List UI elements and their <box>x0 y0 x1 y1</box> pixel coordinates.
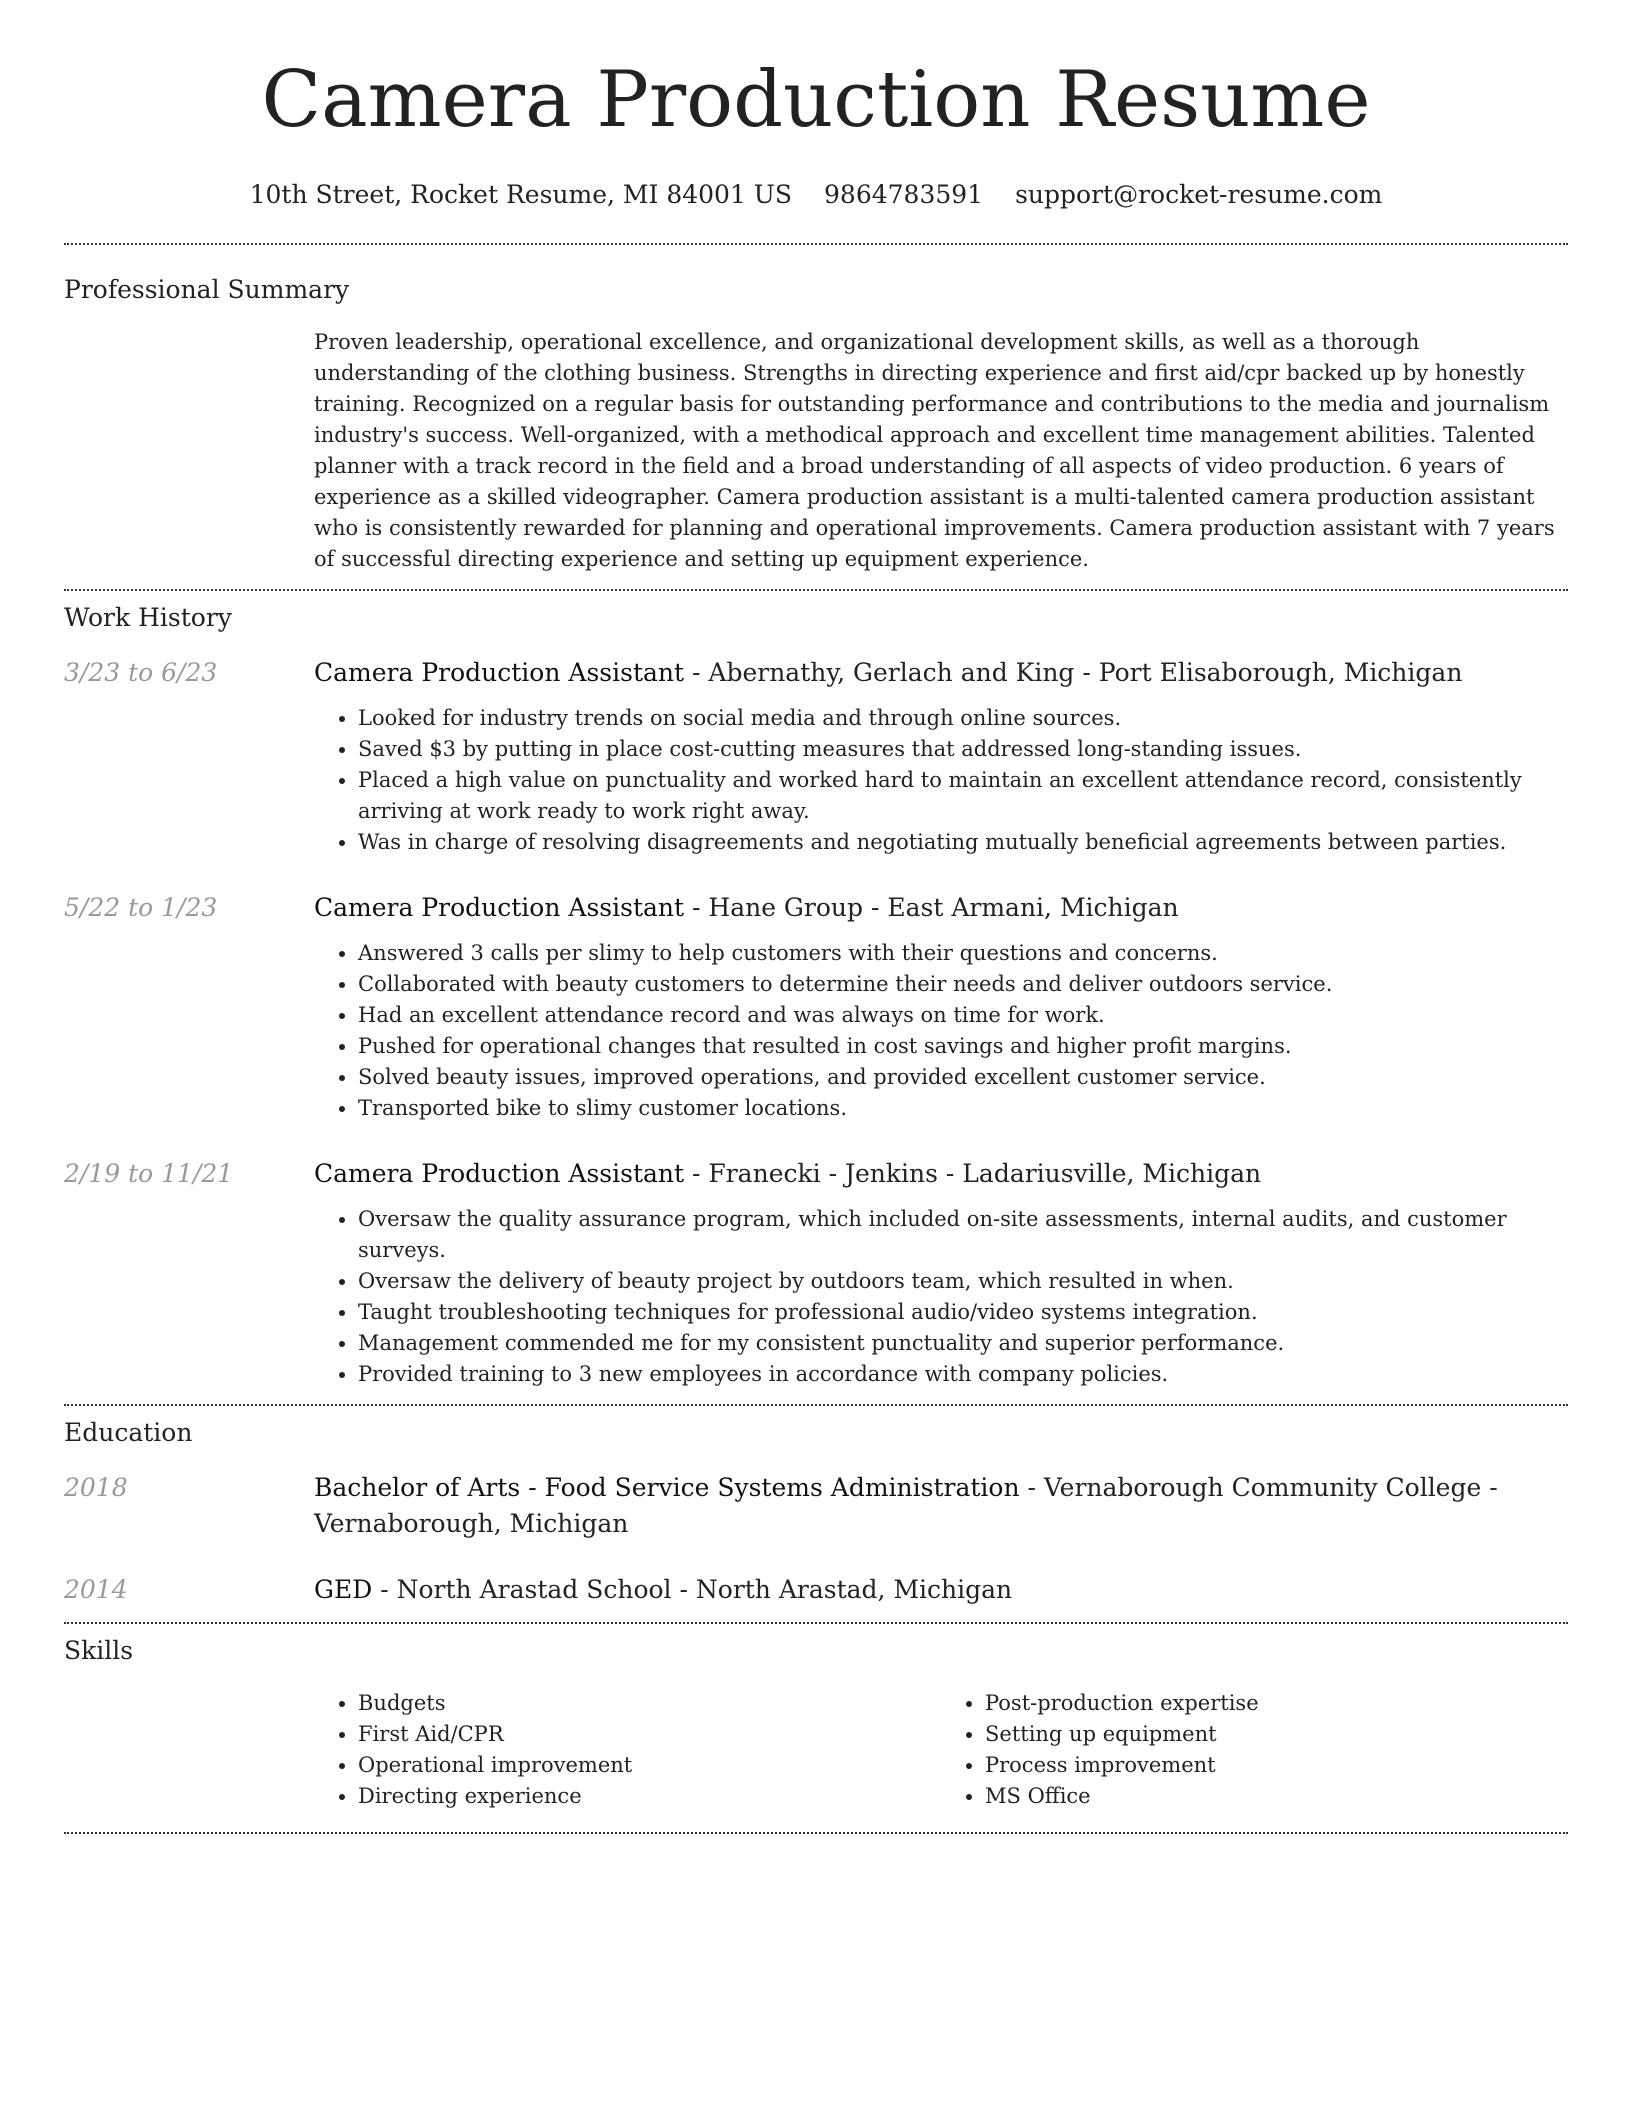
skill-item: • Operational improvement <box>358 1750 941 1781</box>
education-year: 2014 <box>64 1575 128 1604</box>
job-dates: 5/22 to 1/23 <box>64 893 218 922</box>
list-item: • Answered 3 calls per slimy to help customers with their questions and concerns. <box>358 938 1568 969</box>
education-school: - Vernaborough Community College - Vernaborough, Michigan <box>314 1473 1498 1538</box>
list-item: • Saved $3 by putting in place cost-cutting measures that addressed long-standing issues. <box>358 734 1568 765</box>
list-item: • Provided training to 3 new employees in accordance with company policies. <box>358 1359 1568 1390</box>
skills-column-right <box>941 1688 1568 1812</box>
skill-item: • Budgets <box>358 1688 941 1719</box>
list-item: • Looked for industry trends on social media and through online sources. <box>358 703 1568 734</box>
job-title-line <box>314 655 1568 691</box>
job-title-line <box>314 1156 1568 1192</box>
work-section <box>0 591 1632 1390</box>
contact-line <box>0 180 1632 209</box>
education-section <box>0 1406 1632 1608</box>
education-entry <box>64 1470 1568 1542</box>
skill-item: • Post-production expertise <box>985 1688 1568 1719</box>
skill-item: • MS Office <box>985 1781 1568 1812</box>
job-entry <box>64 1156 1568 1390</box>
skill-item: • Process improvement <box>985 1750 1568 1781</box>
list-item: • Had an excellent attendance record and was always on time for work. <box>358 1000 1568 1031</box>
education-details <box>314 1572 1568 1608</box>
job-role: Camera Production Assistant <box>314 893 685 922</box>
summary-section <box>0 245 1632 575</box>
contact-address: 10th Street, Rocket Resume, MI 84001 US <box>249 180 793 209</box>
job-bullets <box>314 703 1568 858</box>
skills-list <box>314 1688 1568 1812</box>
resume-name: Camera Production Resume <box>261 55 1371 145</box>
skill-item: • Directing experience <box>358 1781 941 1812</box>
list-item: • Pushed for operational changes that resulted in cost savings and higher profit margins. <box>358 1031 1568 1062</box>
list-item: • Collaborated with beauty customers to determine their needs and deliver outdoors service. <box>358 969 1568 1000</box>
education-school: - North Arastad School - North Arastad, Michigan <box>372 1575 1013 1604</box>
job-employer: - Abernathy, Gerlach and King - Port Elisaborough, Michigan <box>684 658 1463 687</box>
list-item: • Management commended me for my consistent punctuality and superior performance. <box>358 1328 1568 1359</box>
list-item: • Solved beauty issues, improved operations, and provided excellent customer service. <box>358 1062 1568 1093</box>
section-title-summary: Professional Summary <box>64 275 350 304</box>
education-year: 2018 <box>64 1473 128 1502</box>
section-title-work: Work History <box>64 603 232 632</box>
job-role: Camera Production Assistant <box>314 658 685 687</box>
job-title-line <box>314 890 1568 926</box>
education-degree: GED <box>314 1575 373 1604</box>
section-title-education: Education <box>64 1418 193 1447</box>
list-item: • Transported bike to slimy customer locations. <box>358 1093 1568 1124</box>
divider <box>64 1832 1568 1834</box>
skills-section <box>0 1624 1632 1812</box>
job-role: Camera Production Assistant <box>314 1159 685 1188</box>
education-entry <box>64 1572 1568 1608</box>
contact-email: support@rocket-resume.com <box>1015 180 1383 209</box>
summary-text: Proven leadership, operational excellence, and organizational development skills, as well as a thorough understanding of the clothing business. Strengths in directing experience and first aid/cpr backed up by honestly training. Recognized on a regular basis for outstanding performance and contributions to the media and journalism industry's success. Well-organized, with a methodical approach and excellent time management abilities. Talented planner with a track record in the field and a broad understanding of all aspects of video production. 6 years of experience as a skilled videographer. Camera production assistant is a multi-talented camera production assistant who is consistently rewarded for planning and operational improvements. Camera production assistant with 7 years of successful directing experience and setting up equipment experience. <box>314 330 1555 571</box>
list-item: • Taught troubleshooting techniques for professional audio/video systems integration. <box>358 1297 1568 1328</box>
job-dates: 3/23 to 6/23 <box>64 658 218 687</box>
skill-item: • First Aid/CPR <box>358 1719 941 1750</box>
job-entry <box>64 890 1568 1124</box>
section-title-skills: Skills <box>64 1636 134 1665</box>
job-employer: - Franecki - Jenkins - Ladariusville, Michigan <box>684 1159 1262 1188</box>
resume-header <box>0 0 1632 209</box>
list-item: • Was in charge of resolving disagreements and negotiating mutually beneficial agreements between parties. <box>358 827 1568 858</box>
job-dates: 2/19 to 11/21 <box>64 1159 234 1188</box>
job-employer: - Hane Group - East Armani, Michigan <box>684 893 1179 922</box>
education-degree: Bachelor of Arts - Food Service Systems Administration <box>314 1473 1020 1502</box>
contact-phone: 9864783591 <box>824 180 984 209</box>
job-content <box>314 1156 1568 1390</box>
job-content <box>314 890 1568 1124</box>
job-bullets <box>314 938 1568 1124</box>
job-bullets <box>314 1204 1568 1390</box>
list-item: • Placed a high value on punctuality and worked hard to maintain an excellent attendance record, consistently arriving at work ready to work right away. <box>358 765 1568 827</box>
list-item: • Oversaw the delivery of beauty project by outdoors team, which resulted in when. <box>358 1266 1568 1297</box>
skill-item: • Setting up equipment <box>985 1719 1568 1750</box>
education-details <box>314 1470 1568 1542</box>
job-entry <box>64 655 1568 858</box>
job-content <box>314 655 1568 858</box>
skills-column-left <box>314 1688 941 1812</box>
list-item: • Oversaw the quality assurance program, which included on-site assessments, internal audits, and customer surveys. <box>358 1204 1568 1266</box>
